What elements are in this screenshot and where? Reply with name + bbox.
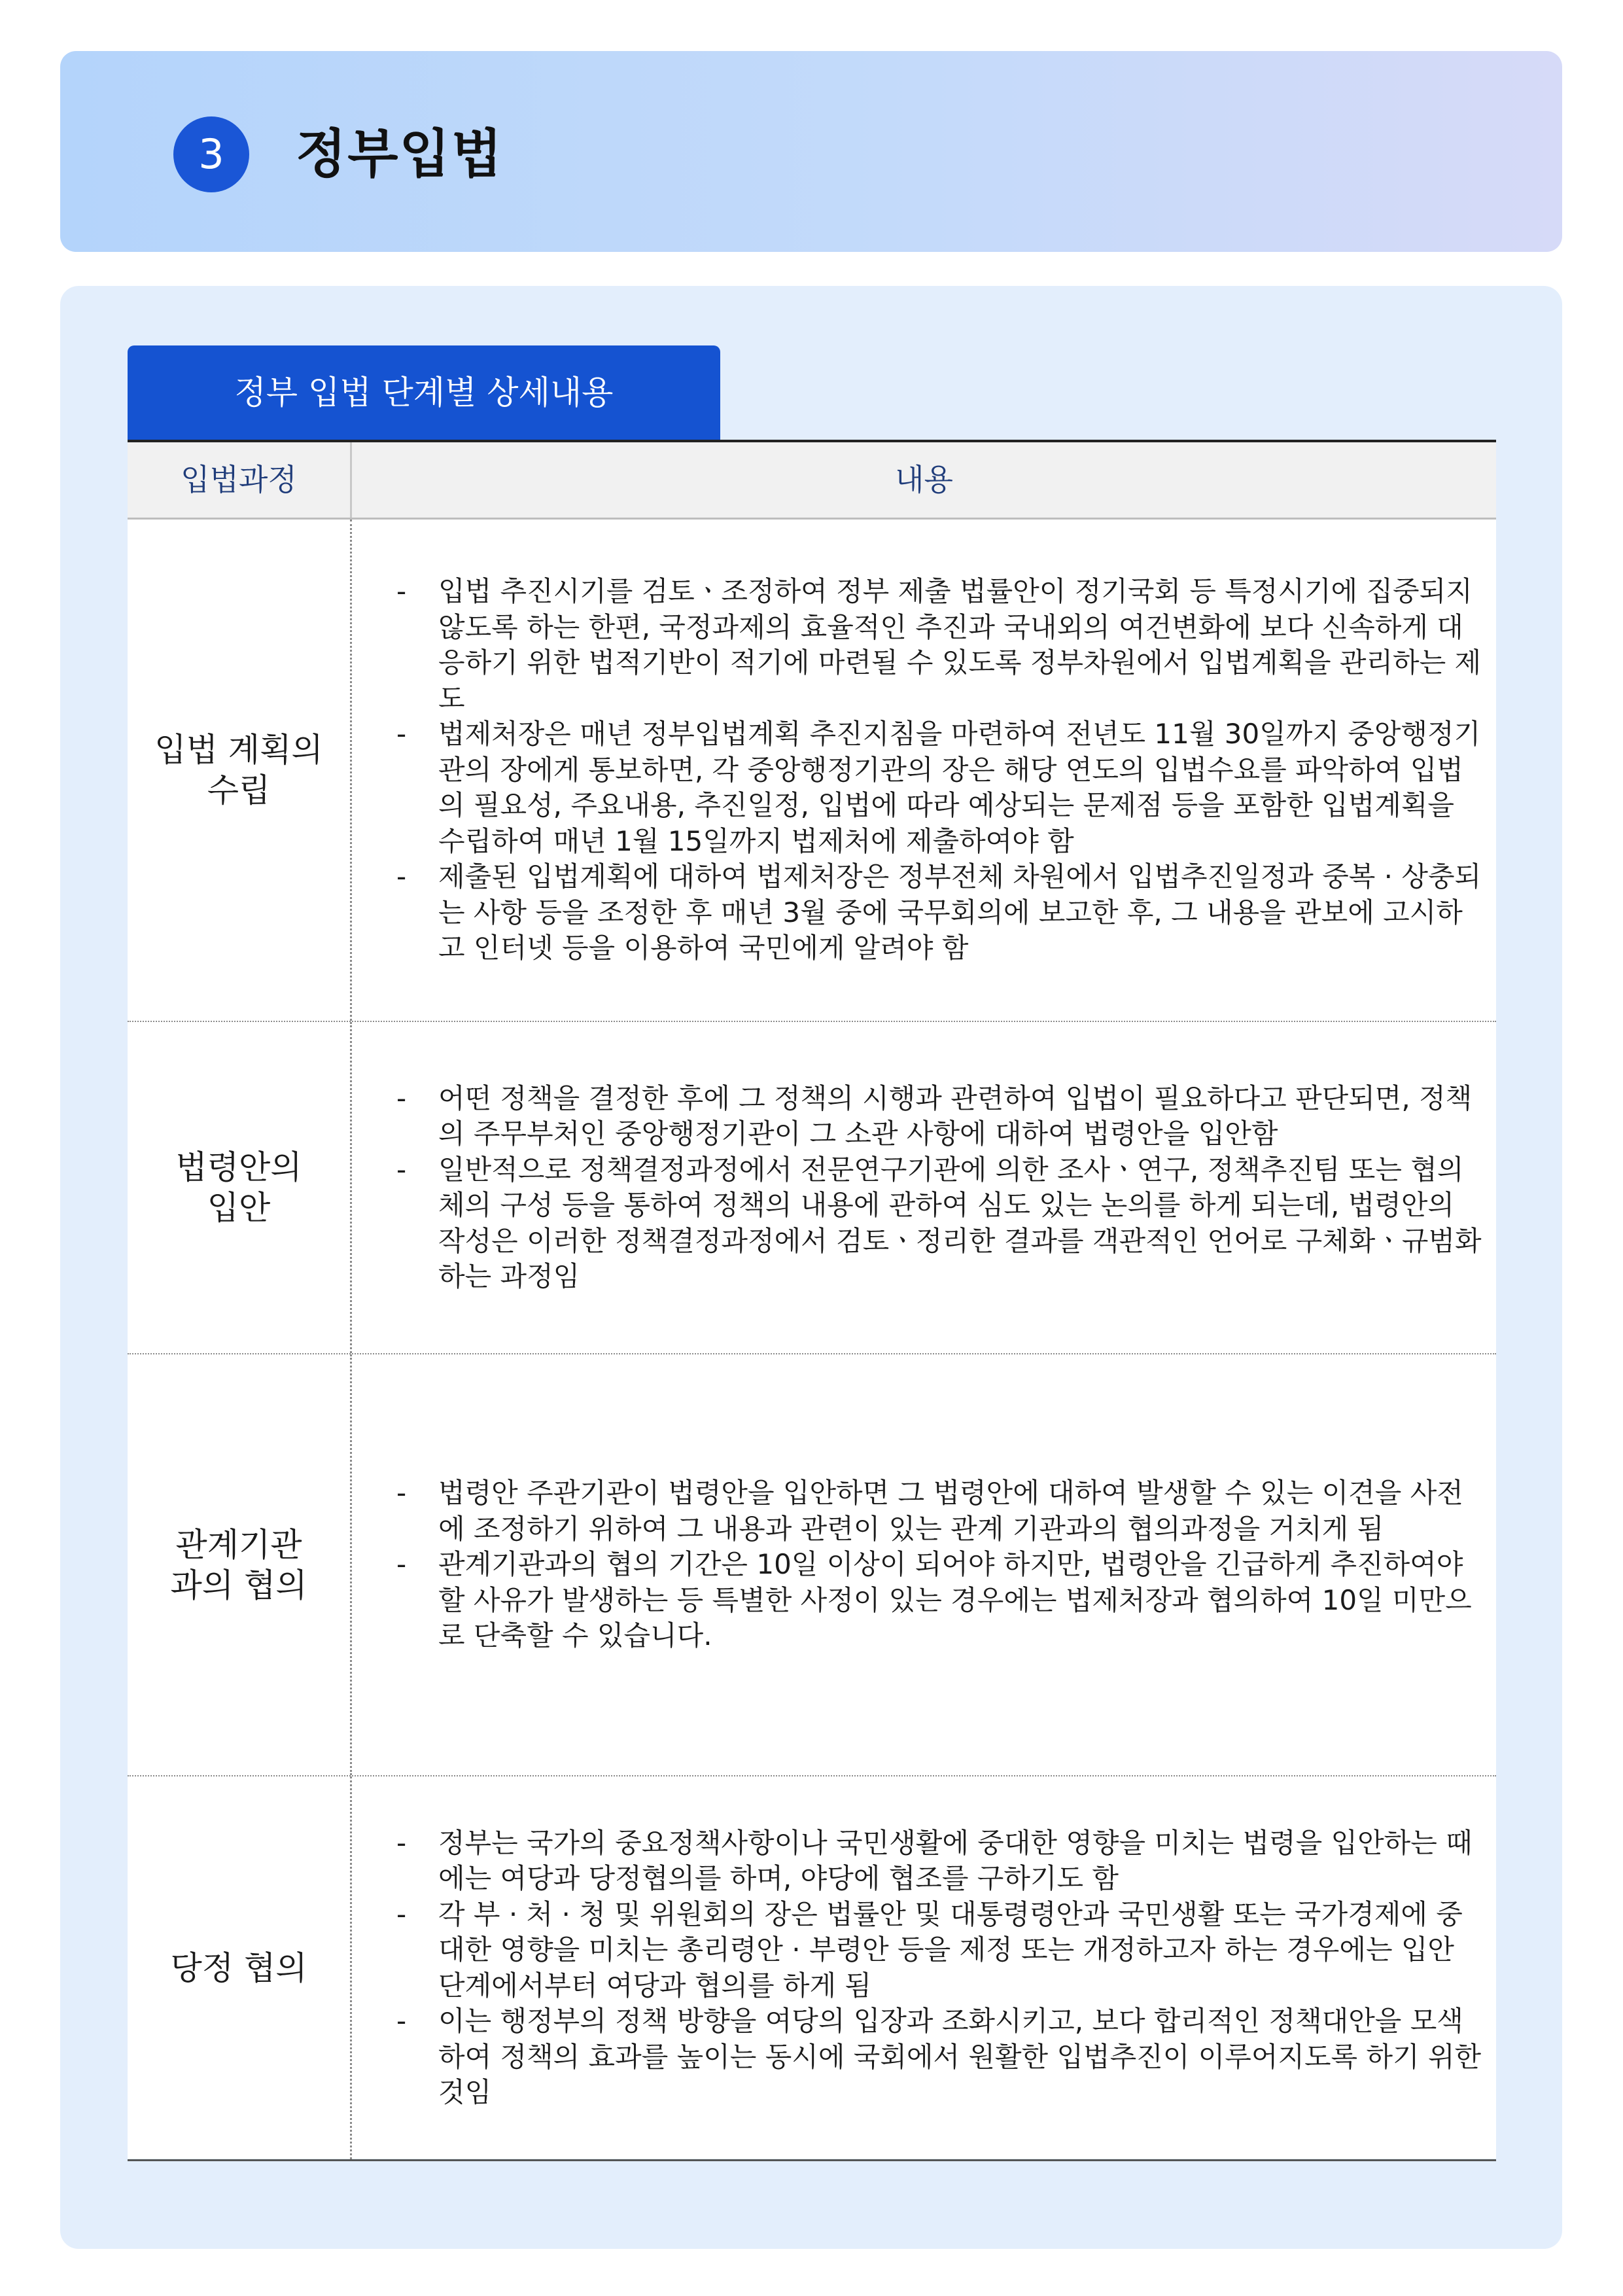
bullet-list: [352, 1475, 1482, 1654]
bullet-item: - 어떤 정책을 결정한 후에 그 정책의 시행과 관련하여 입법이 필요하다고 판단되면, 정책의 주무부처인 중앙행정기관이 그 소관 사항에 대하여 법령안을 입안함: [396, 1082, 1473, 1150]
dash-bullet-icon: -: [396, 1548, 407, 1581]
bullet-list: [352, 1081, 1482, 1295]
bullet-item: - 일반적으로 정책결정과정에서 전문연구기관에 의한 조사ㆍ연구, 정책추진팀 또는 협의체의 구성 등을 통하여 정책의 내용에 관하여 심도 있는 논의를 하게 되는데, 법령안의 작성은 이러한 정책결정과정에서 검토ㆍ정리한 결과를 객관적인 언어로 구체화ㆍ규범화 하는 과정임: [396, 1153, 1482, 1292]
content-cell: [352, 1776, 1496, 2159]
stage-cell: [128, 1776, 352, 2159]
stage-label: 입법 계획의 수립: [154, 731, 323, 809]
dash-bullet-icon: -: [396, 1082, 407, 1114]
stage-cell: [128, 520, 352, 1021]
table-header-row: [128, 442, 1496, 520]
bullet-item: - 각 부 · 처 · 청 및 위원회의 장은 법률안 및 대통령령안과 국민생활 또는 국가경제에 중대한 영향을 미치는 총리령안 · 부령안 등을 제정 또는 개정하고자 하는 경우에는 입안 단계에서부터 여당과 협의를 하게 됨: [396, 1898, 1463, 2002]
bullet-item: - 법제처장은 매년 정부입법계획 추진지침을 마련하여 전년도 11월 30일까지 중앙행정기관의 장에게 통보하면, 각 중앙행정기관의 장은 해당 연도의 입법수요를 파악하여 입법의 필요성, 주요내용, 추진일정, 입법에 따라 예상되는 문제점 등을 포함한 입법계획을 수립하여 매년 1월 15일까지 법제처에 제출하여야 함: [396, 718, 1481, 857]
dash-bullet-icon: -: [396, 1898, 407, 1930]
detail-table: [128, 440, 1496, 2159]
table-row: [128, 1354, 1496, 1776]
content-cell: [352, 1354, 1496, 1775]
stage-cell: [128, 1022, 352, 1353]
stage-cell: [128, 1354, 352, 1775]
stage-label: 당정 협의: [170, 1949, 307, 1987]
section-header-banner: [60, 51, 1562, 252]
stage-label: 법령안의 입안: [175, 1148, 302, 1227]
table-row: [128, 520, 1496, 1022]
section-title: 정부입법: [296, 124, 504, 185]
bullet-item: - 법령안 주관기관이 법령안을 입안하면 그 법령안에 대하여 발생할 수 있는 이견을 사전에 조정하기 위하여 그 내용과 관련이 있는 관계 기관과의 협의과정을 거치게 됨: [396, 1477, 1463, 1545]
dash-bullet-icon: -: [396, 2005, 407, 2037]
dash-bullet-icon: -: [396, 1826, 407, 1859]
table-tab-title: 정부 입법 단계별 상세내용: [128, 345, 720, 440]
dash-bullet-icon: -: [396, 718, 407, 751]
bullet-list: [352, 1826, 1482, 2111]
content-cell: [352, 1022, 1496, 1353]
bullet-item: - 입법 추진시기를 검토ㆍ조정하여 정부 제출 법률안이 정기국회 등 특정시기에 집중되지 않도록 하는 한편, 국정과제의 효율적인 추진과 국내외의 여건변화에 보다 신속하게 대응하기 위한 법적기반이 적기에 마련될 수 있도록 정부차원에서 입법계획을 관리하는 제도: [396, 575, 1482, 715]
column-header-content: 내용: [895, 462, 953, 497]
bullet-item: - 관계기관과의 협의 기간은 10일 이상이 되어야 하지만, 법령안을 긴급하게 추진하여야 할 사유가 발생하는 등 특별한 사정이 있는 경우에는 법제처장과 협의하여 10일 미만으로 단축할 수 있습니다.: [396, 1548, 1472, 1652]
dash-bullet-icon: -: [396, 860, 407, 893]
bullet-list: [352, 574, 1482, 966]
column-header-stage: 입법과정: [128, 442, 352, 518]
bullet-item: - 제출된 입법계획에 대하여 법제처장은 정부전체 차원에서 입법추진일정과 중복 · 상충되는 사항 등을 조정한 후 매년 3월 중에 국무회의에 보고한 후, 그 내용을 관보에 고시하고 인터넷 등을 이용하여 국민에게 알려야 함: [396, 860, 1482, 964]
bullet-item: - 이는 행정부의 정책 방향을 여당의 입장과 조화시키고, 보다 합리적인 정책대안을 모색하여 정책의 효과를 높이는 동시에 국회에서 원활한 입법추진이 이루어지도록 하기 위한 것임: [396, 2005, 1482, 2108]
content-cell: [352, 520, 1496, 1021]
bullet-item: - 정부는 국가의 중요정책사항이나 국민생활에 중대한 영향을 미치는 법령을 입안하는 때에는 여당과 당정협의를 하며, 야당에 협조를 구하기도 함: [396, 1826, 1473, 1894]
table-row: [128, 1022, 1496, 1354]
stage-label: 관계기관 과의 협의: [170, 1525, 307, 1604]
section-number-badge: 3: [173, 116, 249, 192]
dash-bullet-icon: -: [396, 1477, 407, 1510]
dash-bullet-icon: -: [396, 1153, 407, 1186]
dash-bullet-icon: -: [396, 575, 407, 608]
table-row: [128, 1776, 1496, 2161]
